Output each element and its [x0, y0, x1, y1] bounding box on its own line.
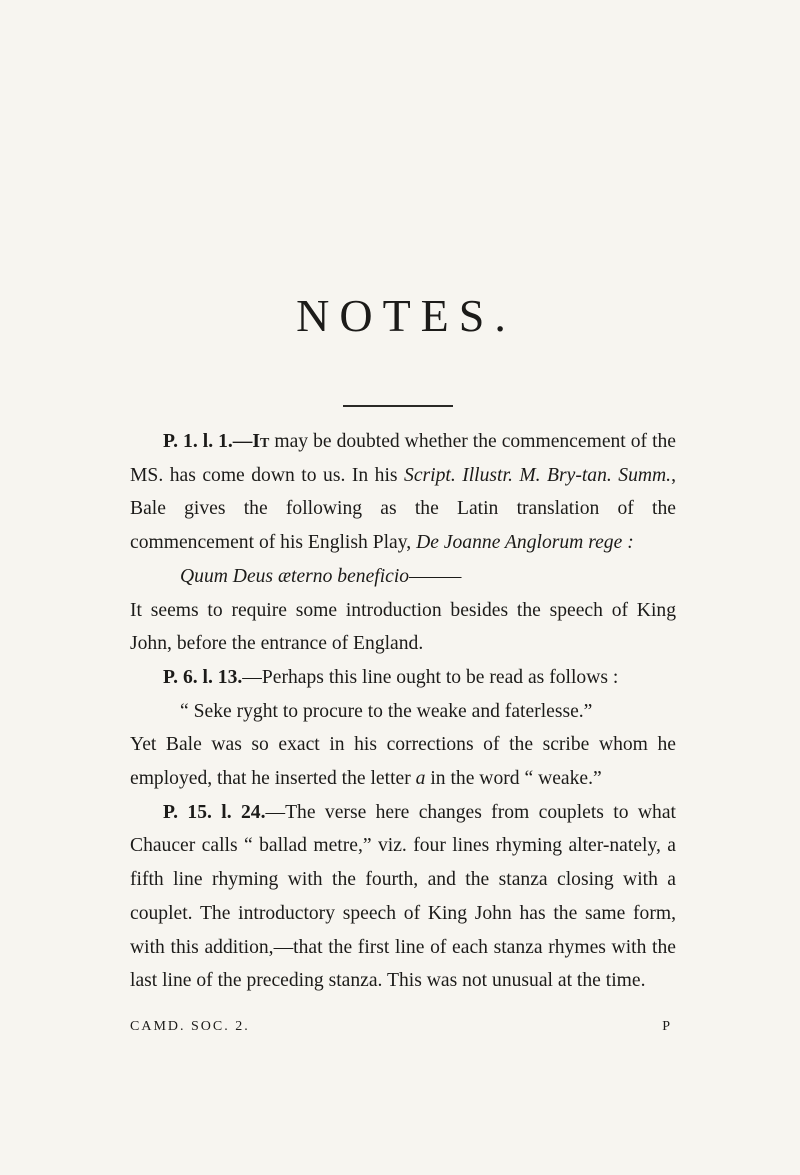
note-italic: De Joanne Anglorum rege :: [416, 532, 634, 554]
quote-text: Quum Deus æterno beneficio———: [180, 565, 462, 587]
note-text: Yet Bale was so exact in his corrections of the scribe whom he employed, that he inserted the letter: [130, 734, 676, 790]
notes-body: [130, 425, 676, 998]
signature-right: P: [662, 1019, 672, 1034]
page-heading: NOTES.: [296, 290, 516, 341]
note-p4: [130, 728, 676, 795]
note-first-word: It: [252, 431, 270, 452]
note-verse: “ Seke ryght to procure to the weake and faterlesse.”: [180, 700, 593, 722]
note-text: —Perhaps this line ought to be read as follows :: [242, 666, 619, 688]
note-p3: [130, 661, 676, 695]
note-ref: P. 6. l. 13.: [163, 666, 243, 688]
note-p1: [130, 425, 676, 560]
signature-left: CAMD. SOC. 2.: [130, 1019, 250, 1034]
note-italic: a: [415, 768, 426, 790]
note-text: may be doubted whether the commencement of the MS. has come down to us. In his: [130, 431, 677, 486]
note-dash: —: [232, 431, 253, 452]
note-text: , Bale gives the following as the Latin translation of the commencement of his English Play,: [130, 464, 676, 554]
signature-line: [130, 1017, 676, 1037]
note-ref: P. 1. l. 1.: [163, 431, 233, 452]
note-ref: P. 15. l. 24.: [163, 801, 266, 823]
note-p2: It seems to require some introduction besides the speech of King John, before the entrance of England.: [130, 599, 676, 655]
note-italic: Script. Illustr. M. Bry-tan. Summ.: [404, 464, 672, 486]
note-p5: [130, 796, 676, 998]
note-text: in the word “ weake.”: [425, 768, 602, 790]
note-quote: [130, 560, 676, 594]
note-text: —The verse here changes from couplets to what Chaucer calls “ ballad metre,” viz. four lines rhyming alter-nately, a fifth line rhyming with the fourth, and the stanza closing with a couplet. The introductory speech of King John has the same form, with this addition,—that the first line of each stanza rhymes with the last line of the preceding stanza. This was not unusual at the time.: [130, 801, 676, 992]
heading-rule: [343, 405, 453, 407]
